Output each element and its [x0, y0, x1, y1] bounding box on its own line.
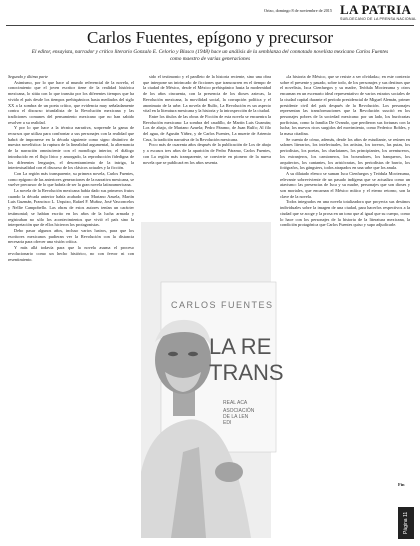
article-title: Carlos Fuentes, epígono y precursor — [87, 28, 333, 47]
book-title-line-2: TRANS — [209, 360, 284, 385]
paragraph: Poco más de cuarenta años después de la publicación de Los de abajo y a escasos tres años de la aparición de Pedro Páramo, Carlos Fuentes, con La región más transparente, se convierte en pionero de la nueva novela que se publicará en los años sesenta. — [143, 142, 271, 165]
author-photo — [141, 222, 284, 538]
paragraph: Y más allá todavía para que la novela asuma el proceso revolucionario como un hecho histórico, no con fervor ni con resentimiento. — [8, 245, 134, 262]
book-author: CARLOS FUENTES — [171, 300, 274, 310]
end-mark: Fin — [398, 482, 405, 487]
book-title-line-1: LA RE — [209, 334, 272, 359]
paragraph: Se cuenta de cómo, además, desde los años de estudiante, se reúnen en salones literarios, los intelectuales, los artistas, los toreros, las putas, los periodistas, los poetas, los charlatanes, los principiantes, los aventureros, los extranjeros, los camioneros, los boxeadores, los banqueros, los arquitectos, los cantantes, los aristócratas, los periodistas de barrio, los fotógrafos, los gángsters, todos atrapados en una urbe que los anula. — [280, 136, 410, 171]
masthead: LA PATRIA — [340, 2, 412, 17]
paragraph: La novela de la Revolución mexicana había dado sus primeros frutos cuando la década anterior había acabado con Mariano Azuela, Martín Luis Guzmán, Francisco L. Urquizo, Rafael F. Muñoz, José Vasconcelos y Nellie Campobello. Las obras de estos autores tenían un carácter testimonial; se habían escrito en los años de la lucha armada y registraban no sólo los acontecimientos que vivió el país sino la interpretación que de ellos hicieron los protagonistas. — [8, 188, 134, 228]
paragraph: Todos integrados en una novela totalizadora que proyecta sus destinos individuales sobre la imagen de una ciudad, para hacerlos respectivos a la ciudad que se acoge y la prosa en un tono que al igual que su cuerpo, como lo hace con los personajes de la historia de la literatura mexicana, la condición protagónica que Carlos Fuentes quiso y supo adjudicarle. — [280, 199, 410, 228]
column-2 — [143, 74, 271, 222]
book-caption-line: DE LA LEN — [223, 414, 249, 420]
article-lede: El editor, ensayista, narrador y crítico literario Gonzalo E. Celorio y Blasco (1948) hace un análisis de la semblanza del connotado novelista mexicano Carlos Fuentes como maestro de varias generaciones — [31, 49, 389, 62]
page-number-badge: Página 11 — [398, 507, 414, 539]
paragraph: A su dilatado elenco se suman Ixca Cienfuegos y Teódula Moctezuma, relevante sobreviviente de un pasado indígena que se actualiza como un atavismo: las presencias de Ixca y su madre, personajes que son dioses y son mortales, que encarnan el México mítico y el eterno retorno, son la clave de la novela. — [280, 170, 410, 199]
paragraph: Con La región más transparente, su primera novela, Carlos Fuentes, como epígono de las anteriores generaciones de la narrativa mexicana, se vuelve precursor de lo que habría de ser la gran novela latinoamericana. — [8, 170, 134, 188]
book-caption-line: EDI — [223, 420, 232, 426]
paragraph: Debo pasar algunos años, incluso varios lustros, para que los escritores mexicanos pudieran ver la Revolución con la distancia necesaria para ofrecer una visión crítica. — [8, 227, 134, 245]
paragraph: Entre los títulos de las obras de Ficción de esta novela se encuentra la Revolución mexicana: La sombra del caudillo, de Martín Luis Guzmán; Los de abajo, de Mariano Azuela; Pedro Páramo, de Juan Rulfo; Al filo del agua, de Agustín Yáñez, y de Carlos Fuentes, La muerte de Artemio Cruz, la tradición narrativa de la Revolución mexicana. — [143, 113, 271, 142]
paragraph: «la historia de México, que se resiste a ser olvidada»; en este contexto sobre el presente y pasado, sobre todo, de los personajes y sus destinos que el novelista, Ixca Cienfuegos y su madre, Teódula Moctezuma y otros encarnan en un escenario ideal representativo de varios estratos sociales de la ciudad capital durante el período presidencial de Miguel Alemán, primer presidente civil del país después de la Revolución. Los personajes representan las transformaciones que la Revolución suscitó en los personajes pobres de la sociedad mexicana: por un lado, los burócratas porfiristas, como la familia De Ovando, que perdieron sus fortunas con la lucha; los nuevos ricos surgidos del movimiento, como Federico Robles, y la masa citadina. — [280, 74, 410, 137]
dateline: Orizo, domingo 8 de noviembre de 2015 — [263, 8, 332, 13]
column-1 — [8, 74, 134, 536]
section-label: Segunda y última parte — [8, 74, 48, 79]
masthead-tagline: SUB-DECANO DE LA PRENSA NACIONAL — [340, 17, 417, 21]
header-rule — [6, 25, 414, 26]
column-3 — [280, 74, 410, 536]
book-caption-line: REAL ACA — [223, 400, 248, 406]
book-caption-line: ASOCIACIÓN — [223, 408, 255, 414]
paragraph: Y por lo que hace a la técnica narrativa, sorprende la gama de recursos que utiliza para confrontar a sus personajes con la realidad que habrá de imponerse en la década siguiente como signo distintivo de nuestra novelística: la ruptura de la linealidad argumental, la alternancia de la narración omnisciente con el monólogo interior, el diálogo introducido en el flujo lírico y amorgado, la reproducción fidedigna de los diferentes lenguajes, el descentramiento de la intriga, la intertextualidad con el discurso de los clásicos actuales y la ficción. — [8, 125, 134, 171]
paragraph: sido el testimonio y el panfleto de la historia reciente, sino una obra que interpone un intrincado de ficciones que transcurren en el tiempo de la ciudad de México, desde el México prehispánico hasta la modernidad de los años cincuenta, con la presencia de los dioses aztecas, la Revolución mexicana, la movilidad social, la corrupción política y el anonimato de la urbe. La novela de Rulfo, La Revolución es un aspecto vital en la literatura mexicana y la historia y la introspección de la ciudad. — [143, 74, 271, 114]
paragraph: Asimismo, por lo que hace al mundo referencial de la novela, el conocimiento que el joven escritor tiene de la realidad histórica mexicana, lo sitúa con lo que transita por los diferentes tiempos que ha vivido el país desde los tiempos prehispánicos hasta mediados del siglo XX a la sombra de un poeta crítico, que evidencia muy señaladamente contra el discurso triunfalista de la Revolución mexicana y las tradiciones comunes del pensamiento mexicano que no han sabido resolver a su realidad. — [8, 79, 134, 125]
